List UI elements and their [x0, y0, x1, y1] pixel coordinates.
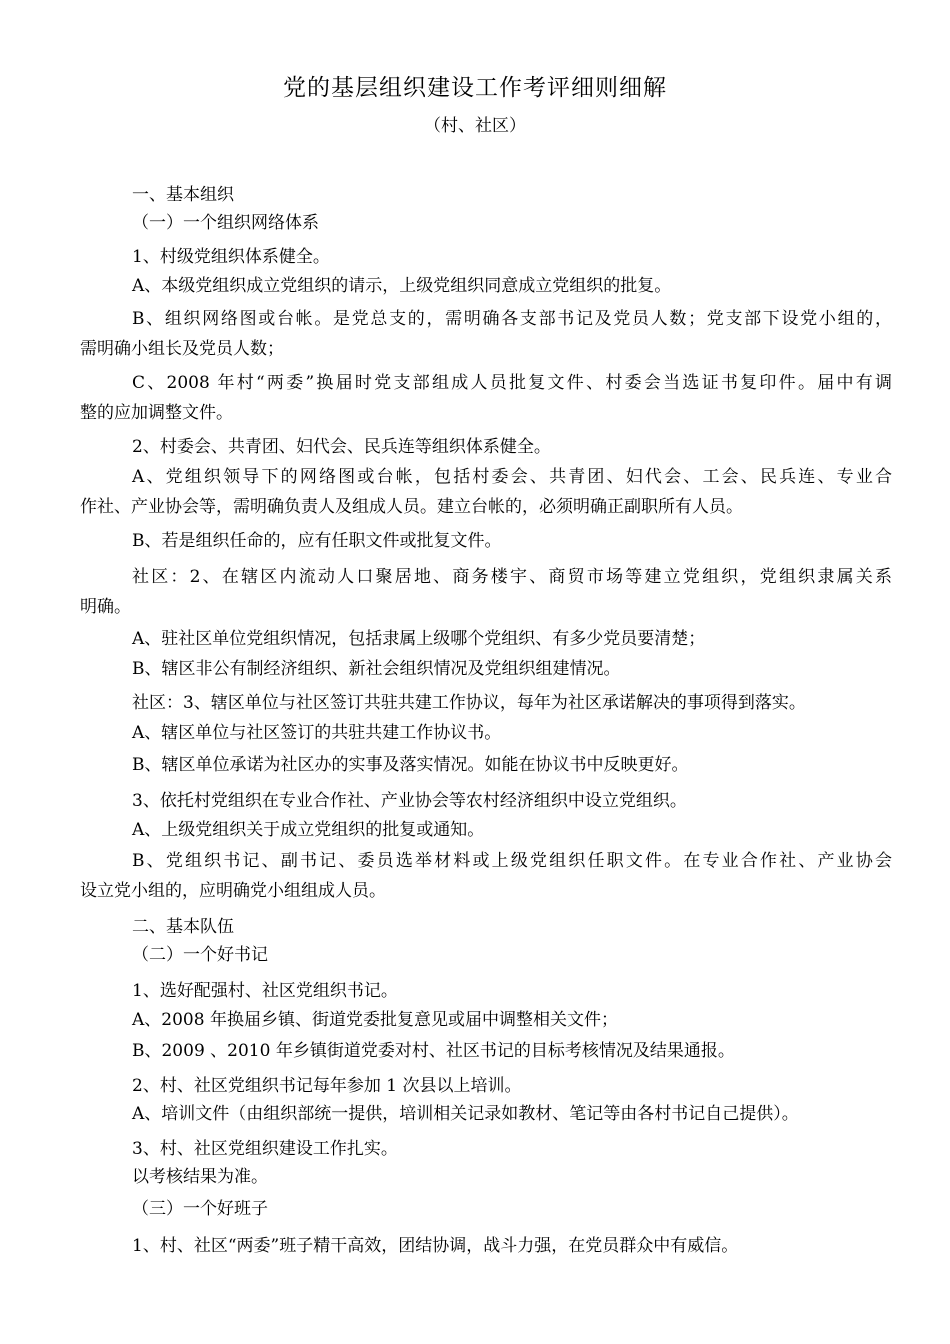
item-heading: 2、村委会、共青团、妇代会、民兵连等组织体系健全。: [132, 437, 551, 457]
text-line: B、辖区非公有制经济组织、新社会组织情况及党组织组建情况。: [132, 659, 621, 679]
text-line: B、辖区单位承诺为社区办的实事及落实情况。如能在协议书中反映更好。: [132, 755, 689, 775]
subsection-heading: （三）一个好班子: [132, 1199, 268, 1219]
text-line: A、驻社区单位党组织情况，包括隶属上级哪个党组织、有多少党员要清楚；: [132, 629, 706, 649]
item-heading: 社区：3、辖区单位与社区签订共驻共建工作协议，每年为社区承诺解决的事项得到落实。: [132, 693, 806, 713]
text-line: 明确。: [80, 597, 131, 617]
text-line: A、上级党组织关于成立党组织的批复或通知。: [132, 820, 485, 840]
text-line: B、组织网络图或台帐。是党总支的，需明确各支部书记及党员人数；党支部下设党小组的，: [132, 309, 892, 329]
text-line: 需明确小组长及党员人数；: [80, 339, 284, 359]
text-line: A、本级党组织成立党组织的请示，上级党组织同意成立党组织的批复。: [132, 276, 672, 296]
section-heading: 一、基本组织: [132, 185, 234, 205]
text-line: C、2008 年村“两委”换届时党支部组成人员批复文件、村委会当选证书复印件。届中有调: [132, 373, 892, 393]
document-subtitle: （村、社区）: [424, 116, 526, 136]
text-line: 整的应加调整文件。: [80, 403, 233, 423]
item-heading: 1、村、社区“两委”班子精干高效，团结协调，战斗力强，在党员群众中有威信。: [132, 1236, 739, 1256]
text-line: B、若是组织任命的，应有任职文件或批复文件。: [132, 531, 502, 551]
subsection-heading: （二）一个好书记: [132, 945, 268, 965]
item-heading: 3、依托村党组织在专业合作社、产业协会等农村经济组织中设立党组织。: [132, 791, 687, 811]
document-title: 党的基层组织建设工作考评细则细解: [283, 75, 667, 101]
item-heading: 1、选好配强村、社区党组织书记。: [132, 981, 398, 1001]
item-heading: 2、村、社区党组织书记每年参加 1 次县以上培训。: [132, 1076, 522, 1096]
text-line: A、培训文件（由组织部统一提供，培训相关记录如教材、笔记等由各村书记自己提供）。: [132, 1104, 799, 1124]
item-heading: 社区：2、在辖区内流动人口聚居地、商务楼宇、商贸市场等建立党组织，党组织隶属关系: [132, 567, 892, 587]
text-line: 作社、产业协会等，需明确负责人及组成人员。建立台帐的，必须明确正副职所有人员。: [80, 497, 743, 517]
text-line: A、党组织领导下的网络图或台帐，包括村委会、共青团、妇代会、工会、民兵连、专业合: [132, 467, 892, 487]
text-line: 以考核结果为准。: [132, 1167, 268, 1187]
item-heading: 1、村级党组织体系健全。: [132, 247, 330, 267]
text-line: A、辖区单位与社区签订的共驻共建工作协议书。: [132, 723, 502, 743]
subsection-heading: （一）一个组织网络体系: [132, 213, 319, 233]
text-line: 设立党小组的，应明确党小组组成人员。: [80, 881, 386, 901]
text-line: B、2009 、2010 年乡镇街道党委对村、社区书记的目标考核情况及结果通报。: [132, 1041, 735, 1061]
item-heading: 3、村、社区党组织建设工作扎实。: [132, 1139, 398, 1159]
section-heading: 二、基本队伍: [132, 917, 234, 937]
text-line: A、2008 年换届乡镇、街道党委批复意见或届中调整相关文件；: [132, 1010, 618, 1030]
text-line: B、党组织书记、副书记、委员选举材料或上级党组织任职文件。在专业合作社、产业协会: [132, 851, 892, 871]
